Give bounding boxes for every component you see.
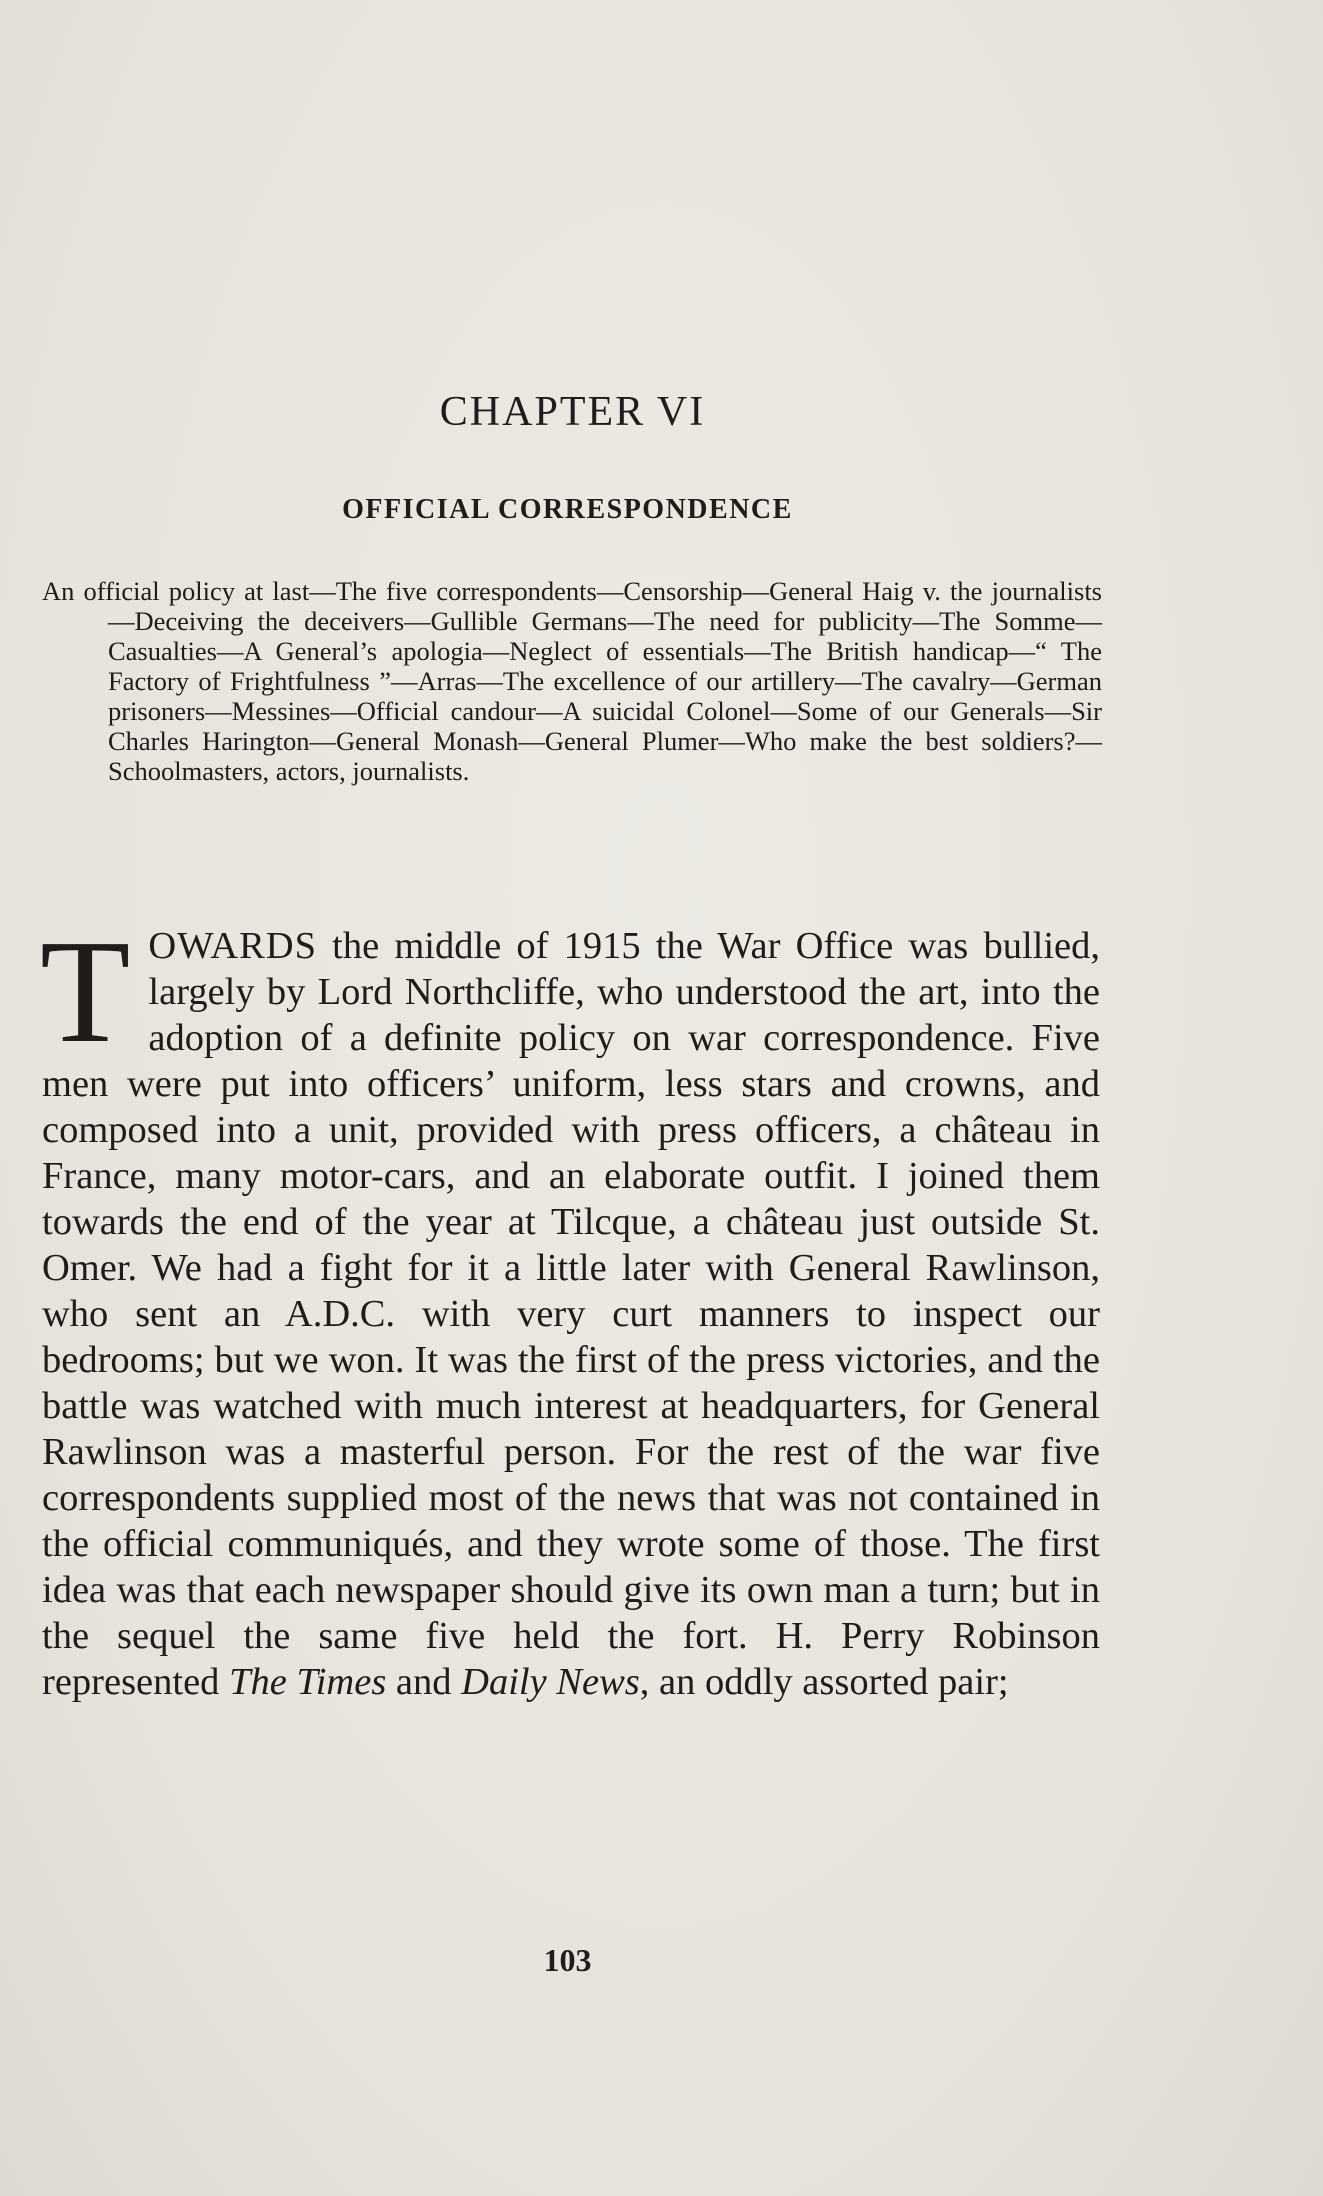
chapter-title: CHAPTER VI: [439, 389, 706, 435]
body-text: [40, 910, 1100, 1705]
body-text-2: and: [386, 1661, 462, 1703]
body-text-3: , an oddly assorted pair;: [639, 1661, 1009, 1703]
page-number: 103: [543, 1942, 592, 1978]
chapter-synopsis: [42, 576, 1102, 786]
italic-title-2: Daily News: [461, 1661, 640, 1703]
italic-title-1: The Times: [229, 1661, 387, 1703]
chapter-subtitle: OFFICIAL CORRESPONDENCE: [342, 494, 793, 525]
body-paragraph: [40, 910, 1100, 1705]
body-text-1: the middle of 1915 the War Office was bullied, largely by Lord Northcliffe, who understood the art, into the adoption of a definite policy on war correspondence. Five men were put into officers’ uniform, less stars and crowns, and composed into a unit, provided with press officers, a château in France, many motor-cars, and an elaborate outfit. I joined them towards the end of the year at Tilcque, a château just outside St. Omer. We had a fight for it a little later with General Rawlinson, who sent an A.D.C. with very curt manners to inspect our bedrooms; but we won. It was the first of the press victories, and the battle was watched with much interest at headquarters, for General Rawlinson was a masterful person. For the rest of the war five correspondents supplied most of the news that was not contained in the official communiqués, and they wrote some of those. The first idea was that each newspaper should give its own man a turn; but in the sequel the same five held the fort. H. Perry Robinson represented: [42, 925, 1100, 1703]
drop-cap: T: [40, 910, 131, 1074]
first-word: OWARDS: [148, 925, 317, 967]
synopsis-text: An official policy at last—The five correspondents—Censorship—General Haig v. the journalists—Deceiving the deceivers—Gullible Germans—The need for publicity—The Somme—Casualties—A General’s apologia—Neglect of essentials—The British handicap—“ The Factory of Frightfulness ”—Arras—The excellence of our artillery—The cavalry—German prisoners—Messines—Official candour—A suicidal Colonel—Some of our Generals—Sir Charles Harington—General Monash—General Plumer—Who make the best soldiers?—Schoolmasters, actors, journalists.: [42, 576, 1102, 786]
